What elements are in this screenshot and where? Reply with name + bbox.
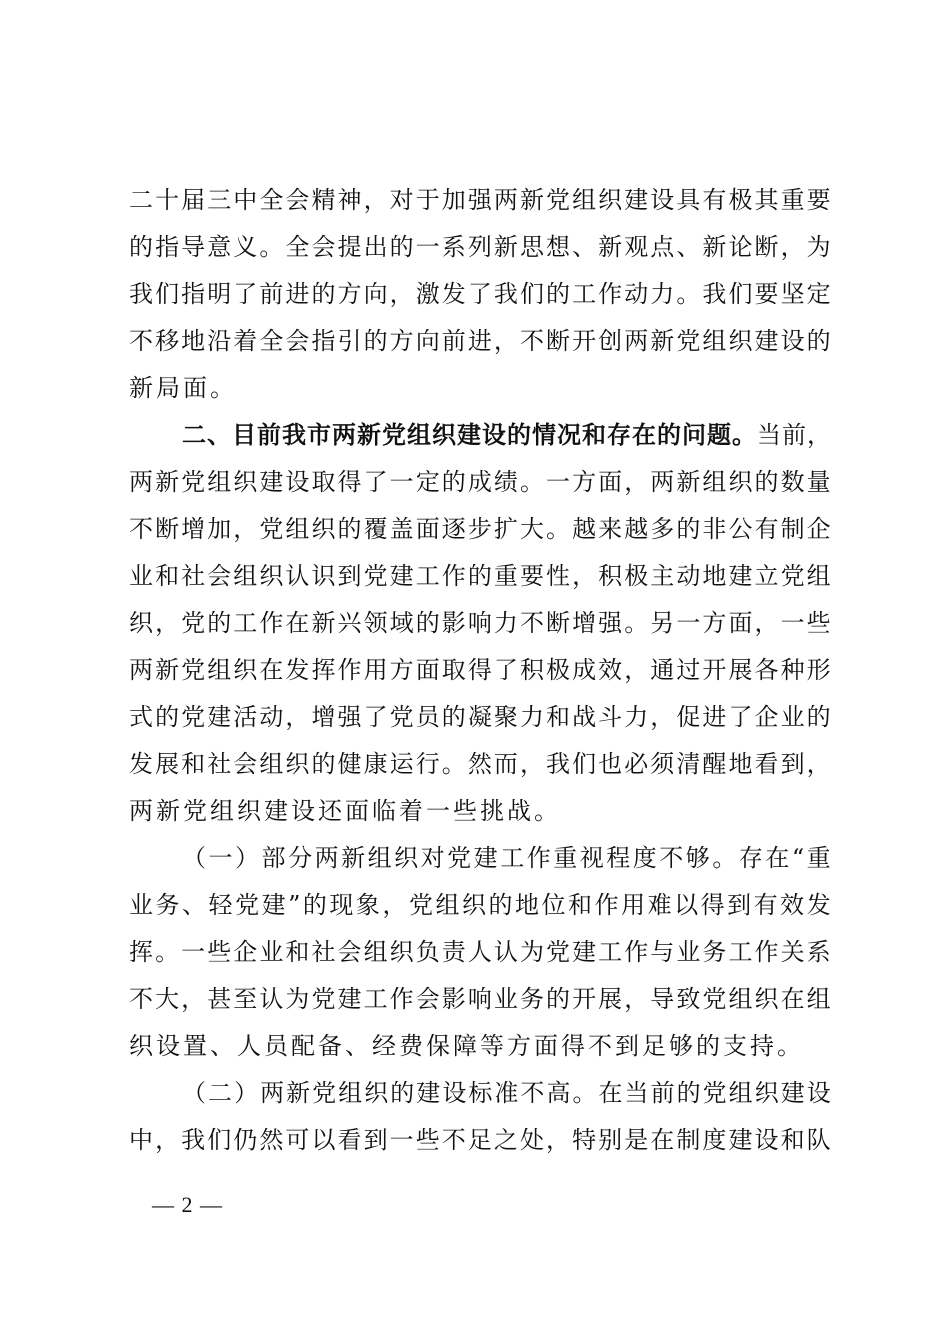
text-line: 的 指 导 意 义 。 全 会 提 出 的 一 系 列 新 思 想 、 新 观 点 、 新 论 断 ， 为 — [129, 233, 831, 261]
text-line: 业 和 社 会 组 织 认 识 到 党 建 工 作 的 重 要 性 ， 积 极 主 动 地 建 立 党 组 — [129, 562, 831, 590]
text-line: 不 大 ， 甚 至 认 为 党 建 工 作 会 影 响 业 务 的 开 展 ， 导 致 党 组 织 在 组 — [129, 985, 831, 1013]
text-line: 新 局 面 。 — [129, 374, 237, 402]
text-line: 两 新 党 组 织 建 设 取 得 了 一 定 的 成 绩 。 一 方 面 ， 两 新 组 织 的 数 量 — [129, 468, 831, 496]
page-number: — 2 — — [152, 1192, 223, 1217]
text-line: 式 的 党 建 活 动 ， 增 强 了 党 员 的 凝 聚 力 和 战 斗 力 ， 促 进 了 企 业 的 — [129, 703, 831, 731]
text-line: 我 们 指 明 了 前 进 的 方 向 ， 激 发 了 我 们 的 工 作 动 力 。 我 们 要 坚 定 — [129, 280, 831, 308]
text-line: 不 移 地 沿 着 全 会 指 引 的 方 向 前 进 ， 不 断 开 创 两 新 党 组 织 建 设 的 — [129, 327, 831, 355]
paragraph-p3 — [129, 838, 831, 1073]
text-line: （ 二 ） 两 新 党 组 织 的 建 设 标 准 不 高 。 在 当 前 的 党 组 织 建 设 — [182, 1079, 831, 1107]
text-line: （ 一 ） 部 分 两 新 组 织 对 党 建 工 作 重 视 程 度 不 够 。 存 在 “ 重 — [182, 844, 831, 872]
text-line: 织 ， 党 的 工 作 在 新 兴 领 域 的 影 响 力 不 断 增 强 。 另 一 方 面 ， 一 些 — [129, 609, 831, 637]
paragraph-p4 — [129, 1073, 831, 1167]
text-line: 中 ， 我 们 仍 然 可 以 看 到 一 些 不 足 之 处 ， 特 别 是 在 制 度 建 设 和 队 — [129, 1126, 831, 1154]
text-line: 二 、 目 前 我 市 两 新 党 组 织 建 设 的 情 况 和 存 在 的 问 题 。 当 前 ， — [182, 421, 831, 449]
text-line: 两 新 党 组 织 建 设 还 面 临 着 一 些 挑 战 。 — [129, 797, 561, 825]
text-line: 两 新 党 组 织 在 发 挥 作 用 方 面 取 得 了 积 极 成 效 ， 通 过 开 展 各 种 形 — [129, 656, 831, 684]
paragraph-p1 — [129, 180, 831, 415]
text-line: 不 断 增 加 ， 党 组 织 的 覆 盖 面 逐 步 扩 大 。 越 来 越 多 的 非 公 有 制 企 — [129, 515, 831, 543]
text-line: 二 十 届 三 中 全 会 精 神 ， 对 于 加 强 两 新 党 组 织 建 设 具 有 极 其 重 要 — [129, 186, 831, 214]
text-line: 业 务 、 轻 党 建 ” 的 现 象 ， 党 组 织 的 地 位 和 作 用 难 以 得 到 有 效 发 — [129, 891, 831, 919]
text-line: 织 设 置 、 人 员 配 备 、 经 费 保 障 等 方 面 得 不 到 足 够 的 支 持 。 — [129, 1032, 804, 1060]
text-line: 挥 。 一 些 企 业 和 社 会 组 织 负 责 人 认 为 党 建 工 作 与 业 务 工 作 关 系 — [129, 938, 831, 966]
paragraph-p2 — [129, 415, 831, 838]
document-body — [129, 180, 831, 1167]
text-line: 发 展 和 社 会 组 织 的 健 康 运 行 。 然 而 ， 我 们 也 必 须 清 醒 地 看 到 ， — [129, 750, 831, 778]
